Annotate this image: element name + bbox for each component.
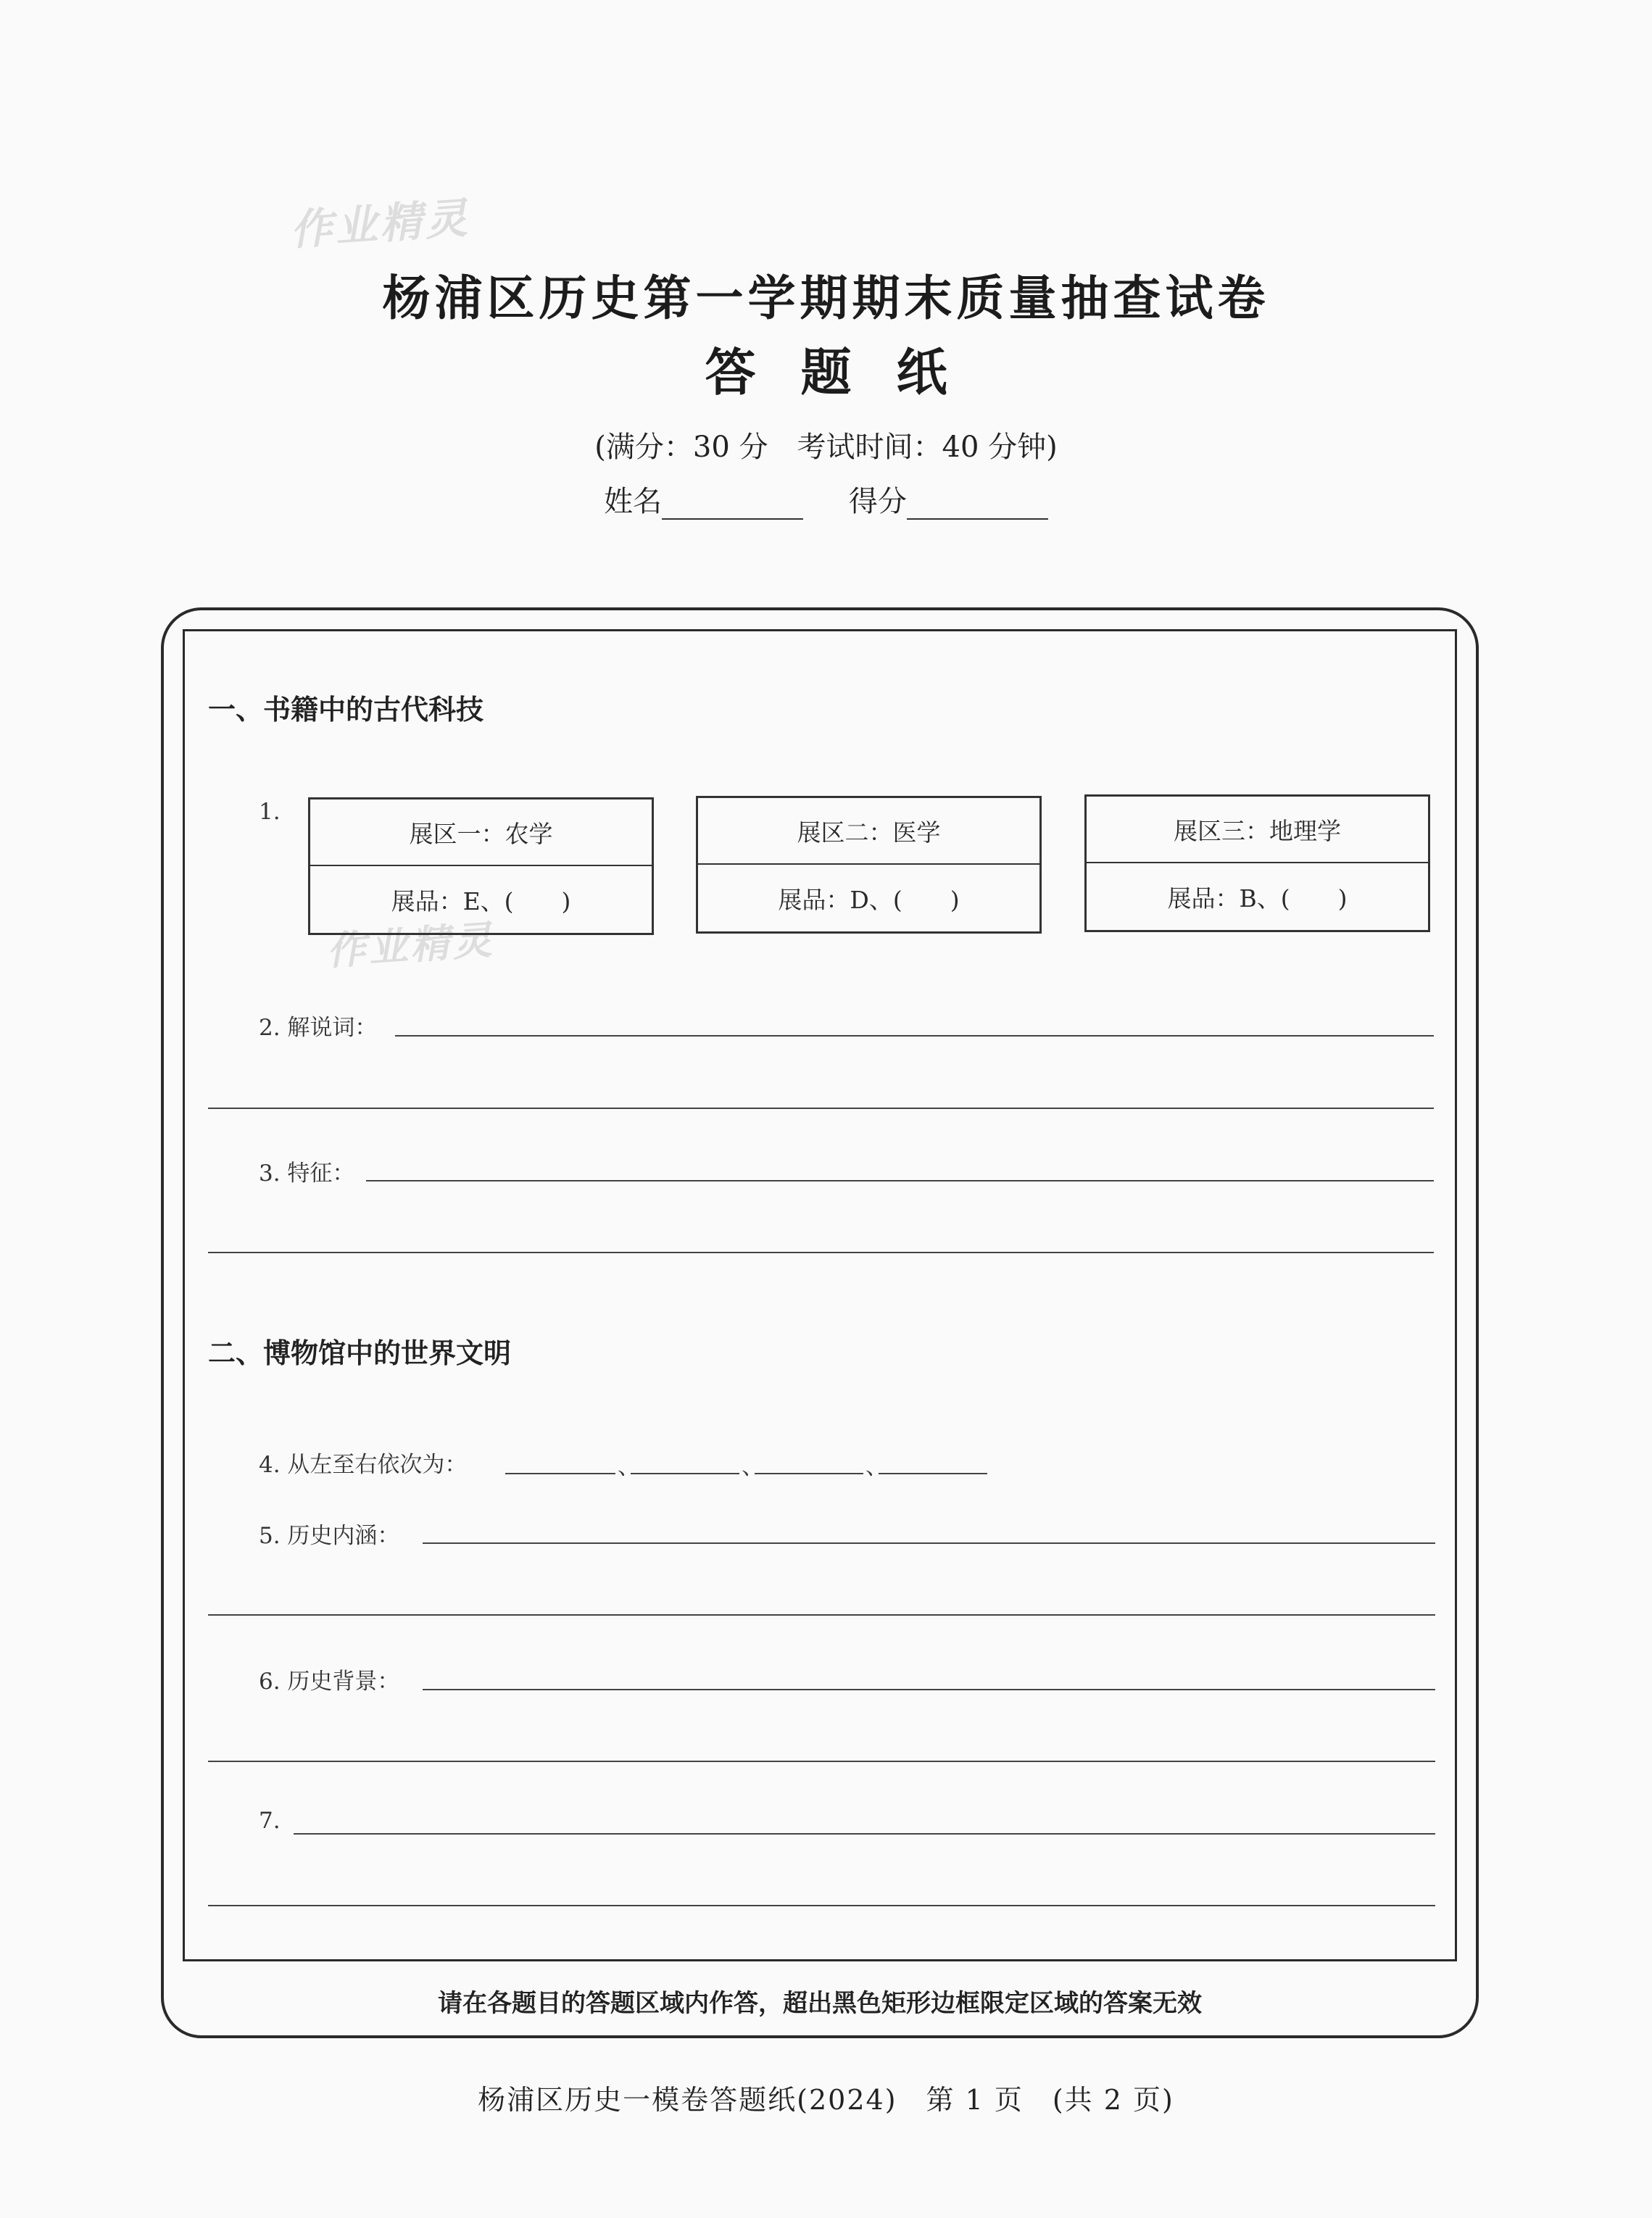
exam-title: 杨浦区历史第一学期期末质量抽查试卷 — [382, 270, 1270, 326]
exhibit-box-1 — [308, 797, 654, 935]
q3-answer-line-2[interactable] — [208, 1252, 1434, 1253]
name-score-line — [0, 478, 1652, 520]
q2-label: 2. 解说词： — [259, 1015, 378, 1041]
q3-answer-line-1[interactable] — [366, 1180, 1434, 1181]
watermark-top: 作业精灵 — [289, 193, 472, 255]
q5-label: 5. 历史内涵： — [259, 1523, 400, 1549]
q7-answer-line-2[interactable] — [208, 1905, 1435, 1906]
name-field[interactable] — [662, 486, 803, 520]
exhibit-zone-1: 展区一：农学 — [310, 799, 652, 866]
q5-answer-line-1[interactable] — [423, 1542, 1435, 1544]
answer-area-notice: 请在各题目的答题区域内作答，超出黑色矩形边框限定区域的答案无效 — [438, 1989, 1202, 2018]
watermark-middle: 作业精灵 — [325, 916, 497, 975]
q5-answer-line-2[interactable] — [208, 1614, 1435, 1616]
exhibit-zone-2: 展区二：医学 — [698, 798, 1039, 865]
exhibit-item-2[interactable]: 展品：D、( ) — [778, 885, 960, 914]
name-label: 姓名 — [604, 485, 663, 518]
page-footer: 杨浦区历史一模卷答题纸(2024) 第 1 页 (共 2 页) — [478, 2084, 1174, 2116]
q7-label: 7. — [259, 1808, 281, 1834]
q6-answer-line-2[interactable] — [208, 1761, 1435, 1762]
exhibit-zone-3: 展区三：地理学 — [1087, 797, 1428, 863]
q3-label: 3. 特征： — [259, 1160, 355, 1187]
q4-blank-2[interactable] — [631, 1473, 739, 1474]
section2-title: 二、博物馆中的世界文明 — [208, 1337, 512, 1369]
q4-blank-4[interactable] — [879, 1473, 987, 1474]
q4-separator-3: 、 — [866, 1454, 888, 1480]
q6-label: 6. 历史背景： — [259, 1669, 400, 1695]
q4-separator-2: 、 — [742, 1454, 764, 1480]
exhibit-item-3[interactable]: 展品：B、( ) — [1167, 884, 1348, 913]
q1-number: 1. — [259, 799, 281, 825]
exhibit-box-2 — [696, 796, 1042, 934]
q4-blank-1[interactable] — [505, 1473, 615, 1474]
answer-sheet-title: 答题纸 — [705, 343, 992, 402]
score-label: 得分 — [848, 485, 907, 518]
exam-info: (满分：30 分 考试时间：40 分钟) — [594, 431, 1058, 464]
q4-label: 4. 从左至右依次为： — [259, 1452, 468, 1478]
exhibit-item-1[interactable]: 展品：E、( ) — [391, 886, 571, 915]
section1-title: 一、书籍中的古代科技 — [208, 694, 484, 726]
score-field[interactable] — [907, 486, 1048, 520]
q7-answer-line-1[interactable] — [294, 1833, 1435, 1835]
q4-blank-3[interactable] — [755, 1473, 863, 1474]
q6-answer-line-1[interactable] — [423, 1689, 1435, 1690]
exhibit-box-3 — [1084, 794, 1430, 932]
q2-answer-line-2[interactable] — [208, 1108, 1434, 1109]
q2-answer-line-1[interactable] — [395, 1035, 1434, 1037]
q4-separator-1: 、 — [618, 1454, 640, 1480]
